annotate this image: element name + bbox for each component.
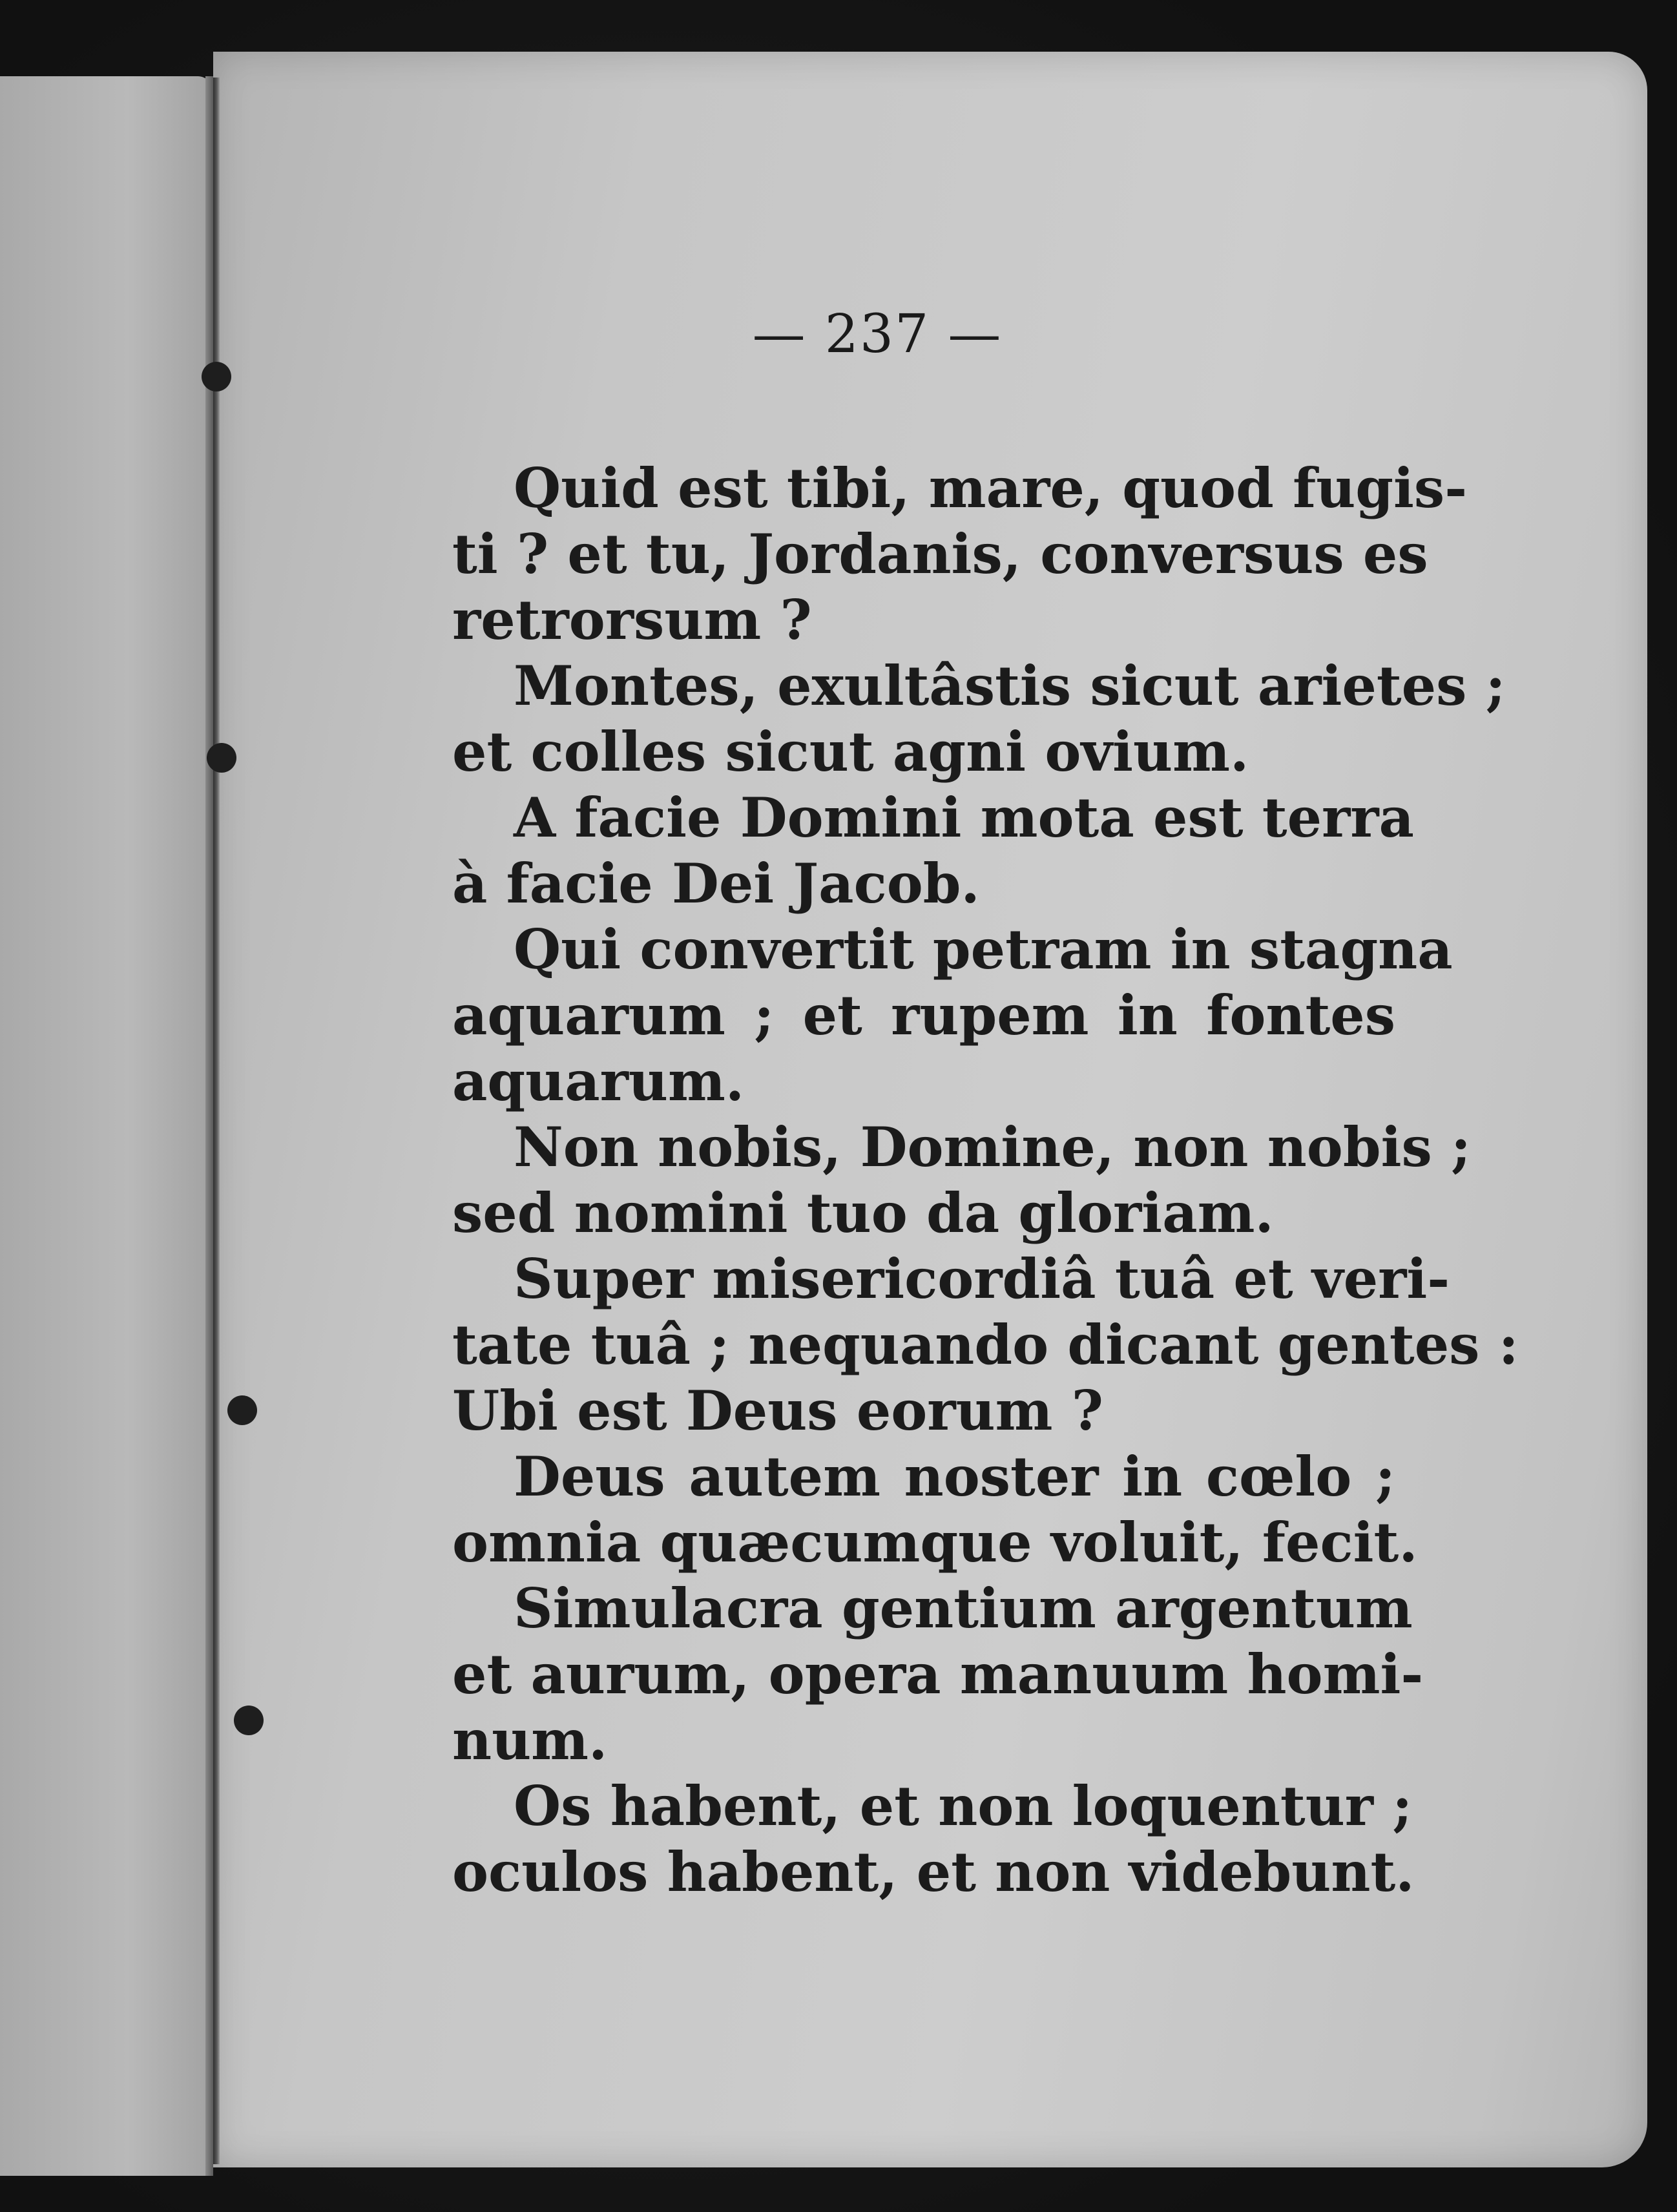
text-line: Deus autem noster in cœlo ; bbox=[514, 1445, 1395, 1508]
text-line: oculos habent, et non videbunt. bbox=[452, 1840, 1415, 1904]
text-line: ti ? et tu, Jordanis, conversus es bbox=[452, 522, 1428, 586]
psalm-text bbox=[452, 455, 1519, 1905]
verse bbox=[452, 917, 1453, 1114]
text-line: Super misericordiâ tuâ et veri- bbox=[514, 1247, 1450, 1311]
page-number: — 237 — bbox=[752, 304, 1003, 365]
text-line: sed nomini tuo da gloriam. bbox=[452, 1181, 1274, 1245]
verse bbox=[452, 1246, 1519, 1444]
binding-stitch bbox=[227, 1395, 257, 1425]
verse bbox=[452, 1576, 1424, 1773]
verse bbox=[452, 1773, 1415, 1905]
text-line: A facie Domini mota est terra bbox=[514, 786, 1414, 850]
text-line: num. bbox=[452, 1708, 608, 1772]
text-line: Montes, exultâstis sicut arietes ; bbox=[514, 654, 1506, 718]
text-line: omnia quæcumque voluit, fecit. bbox=[452, 1510, 1418, 1574]
text-line: Non nobis, Domine, non nobis ; bbox=[514, 1115, 1472, 1179]
binding-stitch bbox=[234, 1706, 264, 1735]
verse bbox=[452, 653, 1506, 785]
text-line: Simulacra gentium argentum bbox=[514, 1576, 1413, 1640]
previous-page-edge bbox=[0, 76, 213, 2176]
text-line: Os habent, et non loquentur ; bbox=[514, 1774, 1413, 1838]
previous-page-shadow bbox=[205, 76, 213, 2176]
verse bbox=[452, 455, 1468, 653]
text-line: et aurum, opera manuum homi- bbox=[452, 1642, 1424, 1706]
verse bbox=[452, 1444, 1418, 1576]
text-line: à facie Dei Jacob. bbox=[452, 851, 980, 915]
text-line: et colles sicut agni ovium. bbox=[452, 720, 1249, 784]
binding-stitch bbox=[207, 743, 236, 773]
text-line: Quid est tibi, mare, quod fugis- bbox=[514, 456, 1468, 520]
text-line: aquarum. bbox=[452, 1049, 745, 1113]
verse bbox=[452, 1114, 1472, 1246]
text-line: tate tuâ ; nequando dicant gentes : bbox=[452, 1313, 1519, 1377]
binding-stitch bbox=[202, 362, 231, 391]
text-line: Qui convertit petram in stagna bbox=[514, 917, 1453, 981]
text-line: Ubi est Deus eorum ? bbox=[452, 1379, 1103, 1443]
text-line: retrorsum ? bbox=[452, 588, 812, 652]
text-line: aquarum ; et rupem in fontes bbox=[452, 983, 1395, 1047]
verse bbox=[452, 785, 1414, 917]
